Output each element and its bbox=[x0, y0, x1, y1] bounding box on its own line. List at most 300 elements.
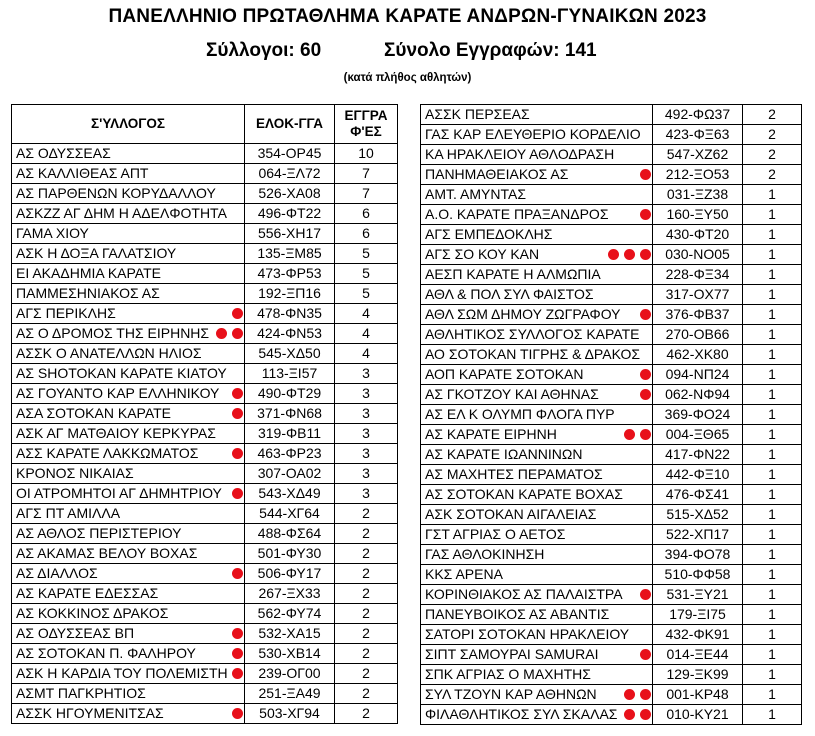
entry-count: 2 bbox=[335, 564, 398, 584]
club-code: 212-ΞΟ53 bbox=[653, 165, 743, 185]
club-name-text: ΑΣ ΟΔΥΣΣΕΑΣ ΒΠ bbox=[16, 625, 135, 641]
club-code: 532-ΧΑ15 bbox=[245, 624, 335, 644]
club-name bbox=[12, 444, 245, 464]
club-name-text: ΑΣ ΚΑΡΑΤΕ ΕΙΡΗΝΗ bbox=[425, 426, 557, 442]
marker-dots bbox=[640, 589, 651, 600]
club-name-text: ΚΡΟΝΟΣ ΝΙΚΑΙΑΣ bbox=[16, 465, 134, 481]
entries-total: Σύνολο Εγγραφών: 141 bbox=[384, 40, 597, 61]
club-name bbox=[12, 684, 245, 704]
red-dot-icon bbox=[232, 488, 243, 499]
club-code: 462-ΧΚ80 bbox=[653, 345, 743, 365]
red-dot-icon bbox=[624, 249, 635, 260]
entry-count: 2 bbox=[335, 544, 398, 564]
entry-count: 3 bbox=[335, 384, 398, 404]
club-name bbox=[12, 664, 245, 684]
club-name-text: ΣΑΤΟΡΙ ΣΟΤΟΚΑΝ ΗΡΑΚΛΕΙΟΥ bbox=[425, 626, 630, 642]
table-row bbox=[12, 424, 398, 444]
club-name bbox=[12, 224, 245, 244]
club-name-text: ΕΙ ΑΚΑΔΗΜΙΑ ΚΑΡΑΤΕ bbox=[16, 265, 161, 281]
club-name bbox=[12, 704, 245, 724]
red-dot-icon bbox=[608, 249, 619, 260]
table-row bbox=[421, 565, 802, 585]
club-code: 547-ΧΖ62 bbox=[653, 145, 743, 165]
club-name-text: ΑΣ ΠΑΡΘΕΝΩΝ ΚΟΡΥΔΑΛΛΟΥ bbox=[16, 185, 216, 201]
entry-count: 5 bbox=[335, 244, 398, 264]
club-name-text: ΑΣΣΚ Ο ΑΝΑΤΕΛΛΩΝ ΗΛΙΟΣ bbox=[16, 345, 202, 361]
club-code: 442-ΦΞ10 bbox=[653, 465, 743, 485]
club-name bbox=[421, 265, 653, 285]
entry-count: 10 bbox=[335, 144, 398, 164]
club-code: 496-ΦΤ22 bbox=[245, 204, 335, 224]
club-name-text: ΑΓΣ ΠΤ ΑΜΙΛΛΑ bbox=[16, 505, 121, 521]
red-dot-icon bbox=[232, 628, 243, 639]
entry-count: 1 bbox=[743, 445, 802, 465]
entry-count: 2 bbox=[335, 684, 398, 704]
marker-dots bbox=[624, 709, 651, 720]
club-code: 473-ΦΡ53 bbox=[245, 264, 335, 284]
club-name-text: ΑΣ ΣΟΤΟΚΑΝ ΚΑΡΑΤΕ ΒΟΧΑΣ bbox=[425, 486, 623, 502]
club-name-text: ΑΣ ΚΑΡΑΤΕ ΙΩΑΝΝΙΝΩΝ bbox=[425, 446, 583, 462]
table-row bbox=[421, 145, 802, 165]
table-row bbox=[12, 264, 398, 284]
entry-count: 2 bbox=[335, 584, 398, 604]
entry-count: 1 bbox=[743, 225, 802, 245]
entry-count: 1 bbox=[743, 565, 802, 585]
club-name bbox=[421, 625, 653, 645]
entry-count: 2 bbox=[335, 624, 398, 644]
club-name-text: ΑΣ ΔΙΑΛΛΟΣ bbox=[16, 565, 98, 581]
table-row bbox=[421, 645, 802, 665]
club-name bbox=[12, 204, 245, 224]
club-name-text: ΑΣ ΜΑΧΗΤΕΣ ΠΕΡΑΜΑΤΟΣ bbox=[425, 466, 603, 482]
entry-count: 3 bbox=[335, 424, 398, 444]
club-code: 371-ΦΝ68 bbox=[245, 404, 335, 424]
club-name bbox=[421, 465, 653, 485]
entry-count: 1 bbox=[743, 385, 802, 405]
club-name bbox=[421, 545, 653, 565]
sort-note: (κατά πλήθος αθλητών) bbox=[343, 72, 472, 84]
club-name bbox=[12, 644, 245, 664]
club-code: 307-ΟΑ02 bbox=[245, 464, 335, 484]
club-code: 562-ΦΥ74 bbox=[245, 604, 335, 624]
club-code: 531-ΞΥ21 bbox=[653, 585, 743, 605]
club-name bbox=[12, 484, 245, 504]
club-code: 530-ΧΒ14 bbox=[245, 644, 335, 664]
red-dot-icon bbox=[640, 429, 651, 440]
club-name-text: ΑΣΚΖΖ ΑΓ ΔΗΜ Η ΑΔΕΛΦΟΤΗΤΑ bbox=[16, 205, 227, 221]
club-name bbox=[12, 284, 245, 304]
marker-dots bbox=[640, 209, 651, 220]
entry-count: 7 bbox=[335, 184, 398, 204]
club-name bbox=[421, 105, 653, 125]
club-name bbox=[12, 184, 245, 204]
club-code: 062-ΝΦ94 bbox=[653, 385, 743, 405]
club-code: 478-ΦΝ35 bbox=[245, 304, 335, 324]
club-name bbox=[12, 584, 245, 604]
club-name bbox=[12, 144, 245, 164]
club-code: 004-ΞΘ65 bbox=[653, 425, 743, 445]
entry-count: 2 bbox=[743, 145, 802, 165]
marker-dots bbox=[232, 408, 243, 419]
club-code: 488-ΦΣ64 bbox=[245, 524, 335, 544]
table-row bbox=[12, 284, 398, 304]
red-dot-icon bbox=[624, 689, 635, 700]
col-header-club: Σ'ΥΛΛΟΓΟΣ bbox=[12, 105, 245, 144]
club-code: 113-ΞΙ57 bbox=[245, 364, 335, 384]
club-name-text: ΑΓΣ ΕΜΠΕΔΟΚΛΗΣ bbox=[425, 226, 553, 242]
club-code: 239-ΟΓ00 bbox=[245, 664, 335, 684]
club-code: 354-ΟΡ45 bbox=[245, 144, 335, 164]
red-dot-icon bbox=[232, 408, 243, 419]
club-name bbox=[12, 304, 245, 324]
club-name-text: ΑΣ ΚΟΚΚΙΝΟΣ ΔΡΑΚΟΣ bbox=[16, 605, 169, 621]
table-row bbox=[12, 524, 398, 544]
club-name-text: ΑΟ ΣΟΤΟΚΑΝ ΤΙΓΡΗΣ & ΔΡΑΚΟΣ bbox=[425, 346, 641, 362]
club-name bbox=[421, 665, 653, 685]
table-row bbox=[421, 545, 802, 565]
entry-count: 4 bbox=[335, 324, 398, 344]
table-row bbox=[12, 304, 398, 324]
club-name bbox=[421, 705, 653, 725]
entry-count: 3 bbox=[335, 364, 398, 384]
red-dot-icon bbox=[640, 209, 651, 220]
entry-count: 5 bbox=[335, 284, 398, 304]
entry-count: 2 bbox=[335, 664, 398, 684]
table-row bbox=[421, 345, 802, 365]
marker-dots bbox=[216, 328, 243, 339]
club-name bbox=[12, 624, 245, 644]
table-row bbox=[12, 384, 398, 404]
table-row bbox=[12, 344, 398, 364]
club-name-text: ΑΟΠ ΚΑΡΑΤΕ ΣΟΤΟΚΑΝ bbox=[425, 366, 584, 382]
table-row bbox=[12, 244, 398, 264]
table-row bbox=[12, 604, 398, 624]
entry-count: 6 bbox=[335, 204, 398, 224]
club-name bbox=[421, 225, 653, 245]
table-row bbox=[421, 605, 802, 625]
entry-count: 2 bbox=[743, 125, 802, 145]
club-name-text: ΑΣ ΣΟΤΟΚΑΝ Π. ΦΑΛΗΡΟΥ bbox=[16, 645, 196, 661]
club-name bbox=[12, 264, 245, 284]
club-name-text: ΑΜΤ. ΑΜΥΝΤΑΣ bbox=[425, 186, 526, 202]
entry-count: 3 bbox=[335, 444, 398, 464]
table-row bbox=[421, 585, 802, 605]
red-dot-icon bbox=[232, 568, 243, 579]
entry-count: 2 bbox=[335, 604, 398, 624]
marker-dots bbox=[232, 488, 243, 499]
club-code: 317-ΟΧ77 bbox=[653, 285, 743, 305]
table-row bbox=[12, 444, 398, 464]
table-row bbox=[421, 705, 802, 725]
club-code: 543-ΧΔ49 bbox=[245, 484, 335, 504]
club-name bbox=[421, 325, 653, 345]
club-name-text: Α.Ο. ΚΑΡΑΤΕ ΠΡΑΞΑΝΔΡΟΣ bbox=[425, 206, 609, 222]
club-name bbox=[421, 445, 653, 465]
entry-count: 2 bbox=[335, 524, 398, 544]
table-row bbox=[12, 644, 398, 664]
marker-dots bbox=[232, 448, 243, 459]
club-name bbox=[421, 285, 653, 305]
club-code: 160-ΞΥ50 bbox=[653, 205, 743, 225]
club-code: 251-ΞΑ49 bbox=[245, 684, 335, 704]
entry-count: 1 bbox=[743, 605, 802, 625]
entry-count: 1 bbox=[743, 305, 802, 325]
red-dot-icon bbox=[624, 709, 635, 720]
red-dot-icon bbox=[232, 668, 243, 679]
entry-count: 1 bbox=[743, 545, 802, 565]
club-name-text: ΑΣ ΓΚΟΤΖΟΥ ΚΑΙ ΑΘΗΝΑΣ bbox=[425, 386, 599, 402]
entry-count: 1 bbox=[743, 205, 802, 225]
table-row bbox=[12, 224, 398, 244]
club-code: 014-ΞΕ44 bbox=[653, 645, 743, 665]
club-name bbox=[12, 524, 245, 544]
club-name bbox=[421, 645, 653, 665]
marker-dots bbox=[640, 649, 651, 660]
marker-dots bbox=[232, 648, 243, 659]
club-name-text: ΓΑΣ ΚΑΡ ΕΛΕΥΘΕΡΙΟ ΚΟΡΔΕΛΙΟ bbox=[425, 126, 641, 142]
club-name bbox=[421, 425, 653, 445]
red-dot-icon bbox=[640, 649, 651, 660]
entry-count: 1 bbox=[743, 245, 802, 265]
club-code: 267-ΞΧ33 bbox=[245, 584, 335, 604]
left-table-body bbox=[12, 144, 398, 724]
club-name-text: ΑΣ ΑΘΛΟΣ ΠΕΡΙΣΤΕΡΙΟΥ bbox=[16, 525, 182, 541]
table-row bbox=[12, 704, 398, 724]
table-row bbox=[421, 125, 802, 145]
red-dot-icon bbox=[640, 589, 651, 600]
col-header-code: ΕΛΟΚ-ΓΓΑ bbox=[245, 105, 335, 144]
marker-dots bbox=[640, 389, 651, 400]
red-dot-icon bbox=[216, 328, 227, 339]
table-row bbox=[12, 504, 398, 524]
club-code: 192-ΞΠ16 bbox=[245, 284, 335, 304]
entry-count: 1 bbox=[743, 465, 802, 485]
club-name bbox=[421, 585, 653, 605]
table-row bbox=[421, 525, 802, 545]
club-name bbox=[12, 424, 245, 444]
club-name-text: ΑΣ ΚΑΡΑΤΕ ΕΔΕΣΣΑΣ bbox=[16, 585, 159, 601]
club-name bbox=[12, 464, 245, 484]
red-dot-icon bbox=[640, 249, 651, 260]
club-name-text: ΓΑΣ ΑΘΛΟΚΙΝΗΣΗ bbox=[425, 546, 545, 562]
club-name-text: ΑΣ ΚΑΛΛΙΘΕΑΣ ΑΠΤ bbox=[16, 165, 149, 181]
entry-count: 4 bbox=[335, 344, 398, 364]
table-row bbox=[12, 624, 398, 644]
red-dot-icon bbox=[624, 429, 635, 440]
club-name bbox=[421, 165, 653, 185]
entry-count: 1 bbox=[743, 505, 802, 525]
club-name-text: ΑΣΣΚ ΠΕΡΣΕΑΣ bbox=[425, 106, 530, 122]
club-name bbox=[421, 205, 653, 225]
entry-count: 1 bbox=[743, 265, 802, 285]
marker-dots bbox=[232, 568, 243, 579]
club-name-text: ΣΠΚ ΑΓΡΙΑΣ Ο ΜΑΧΗΤΗΣ bbox=[425, 666, 591, 682]
club-name bbox=[12, 544, 245, 564]
entry-count: 5 bbox=[335, 264, 398, 284]
table-row bbox=[421, 385, 802, 405]
club-name-text: ΑΣΣ ΚΑΡΑΤΕ ΛΑΚΚΩΜΑΤΟΣ bbox=[16, 445, 199, 461]
entry-count: 1 bbox=[743, 285, 802, 305]
table-row bbox=[421, 625, 802, 645]
red-dot-icon bbox=[640, 169, 651, 180]
club-name bbox=[421, 365, 653, 385]
table-row bbox=[12, 584, 398, 604]
entry-count: 2 bbox=[743, 165, 802, 185]
club-name bbox=[12, 404, 245, 424]
club-name-text: ΓΣΤ ΑΓΡΙΑΣ Ο ΑΕΤΟΣ bbox=[425, 526, 566, 542]
club-code: 556-ΧΗ17 bbox=[245, 224, 335, 244]
table-row bbox=[421, 685, 802, 705]
club-name-text: ΑΣ ΑΚΑΜΑΣ ΒΕΛΟΥ ΒΟΧΑΣ bbox=[16, 545, 198, 561]
club-name-text: ΑΕΣΠ ΚΑΡΑΤΕ Η ΑΛΜΩΠΙΑ bbox=[425, 266, 601, 282]
entry-count: 1 bbox=[743, 665, 802, 685]
entry-count: 1 bbox=[743, 365, 802, 385]
table-row bbox=[421, 265, 802, 285]
entry-count: 2 bbox=[335, 504, 398, 524]
club-name-text: ΠΑΜΜΕΣΗΝΙΑΚΟΣ ΑΣ bbox=[16, 285, 160, 301]
table-row bbox=[421, 465, 802, 485]
table-row bbox=[12, 184, 398, 204]
marker-dots bbox=[232, 668, 243, 679]
entry-count: 1 bbox=[743, 425, 802, 445]
table-row bbox=[421, 225, 802, 245]
left-table bbox=[11, 104, 398, 724]
red-dot-icon bbox=[640, 709, 651, 720]
club-code: 001-ΚΡ48 bbox=[653, 685, 743, 705]
table-row bbox=[12, 544, 398, 564]
table-row bbox=[421, 245, 802, 265]
marker-dots bbox=[624, 689, 651, 700]
red-dot-icon bbox=[232, 648, 243, 659]
club-code: 417-ΦΝ22 bbox=[653, 445, 743, 465]
club-code: 423-ΦΞ63 bbox=[653, 125, 743, 145]
club-code: 030-ΝΟ05 bbox=[653, 245, 743, 265]
entry-count: 6 bbox=[335, 224, 398, 244]
club-name-text: ΑΘΛ ΣΩΜ ΔΗΜΟΥ ΖΩΓΡΑΦΟΥ bbox=[425, 306, 621, 322]
table-row bbox=[12, 564, 398, 584]
table-row bbox=[12, 324, 398, 344]
club-name-text: ΑΘΛΗΤΙΚΟΣ ΣΥΛΛΟΓΟΣ ΚΑΡΑΤΕ bbox=[425, 326, 640, 342]
club-code: 545-ΧΔ50 bbox=[245, 344, 335, 364]
entry-count: 1 bbox=[743, 625, 802, 645]
red-dot-icon bbox=[232, 328, 243, 339]
club-name-text: ΚΟΡΙΝΘΙΑΚΟΣ ΑΣ ΠΑΛΑΙΣΤΡΑ bbox=[425, 586, 623, 602]
club-code: 522-ΧΠ17 bbox=[653, 525, 743, 545]
club-name-text: ΑΣ Ο ΔΡΟΜΟΣ ΤΗΣ ΕΙΡΗΝΗΣ bbox=[16, 325, 210, 341]
entry-count: 2 bbox=[743, 105, 802, 125]
club-name-text: ΑΣΑ ΣΟΤΟΚΑΝ ΚΑΡΑΤΕ bbox=[16, 405, 172, 421]
table-row bbox=[12, 144, 398, 164]
club-name-text: ΑΣΚ ΣΟΤΟΚΑΝ ΑΙΓΑΛΕΙΑΣ bbox=[425, 506, 597, 522]
table-row bbox=[421, 425, 802, 445]
club-name bbox=[12, 604, 245, 624]
club-code: 476-ΦΣ41 bbox=[653, 485, 743, 505]
table-row bbox=[12, 404, 398, 424]
table-row bbox=[12, 364, 398, 384]
club-code: 506-ΦΥ17 bbox=[245, 564, 335, 584]
club-name-text: ΦΙΛΑΘΛΗΤΙΚΟΣ ΣΥΛ ΣΚΑΛΑΣ bbox=[425, 706, 618, 722]
marker-dots bbox=[232, 388, 243, 399]
club-code: 394-ΦΟ78 bbox=[653, 545, 743, 565]
marker-dots bbox=[624, 429, 651, 440]
club-name-text: ΓΑΜΑ ΧΙΟΥ bbox=[16, 225, 89, 241]
club-name-text: ΑΣ ΟΔΥΣΣΕΑΣ bbox=[16, 145, 111, 161]
club-name bbox=[421, 605, 653, 625]
entry-count: 3 bbox=[335, 404, 398, 424]
club-code: 376-ΦΒ37 bbox=[653, 305, 743, 325]
club-name-text: ΑΣ ΕΛ Κ ΟΛΥΜΠ ΦΛΟΓΑ ΠΥΡ bbox=[425, 406, 615, 422]
table-row bbox=[421, 485, 802, 505]
club-name-text: ΚΚΣ ΑΡΕΝΑ bbox=[425, 566, 503, 582]
club-name bbox=[421, 345, 653, 365]
club-code: 544-ΧΓ64 bbox=[245, 504, 335, 524]
table-row bbox=[421, 405, 802, 425]
club-code: 463-ΦΡ23 bbox=[245, 444, 335, 464]
entry-count: 3 bbox=[335, 484, 398, 504]
club-code: 270-ΟΒ66 bbox=[653, 325, 743, 345]
club-name-text: ΑΣΚ Η ΔΟΞΑ ΓΑΛΑΤΣΙΟΥ bbox=[16, 245, 177, 261]
club-name bbox=[421, 565, 653, 585]
entry-count: 1 bbox=[743, 685, 802, 705]
club-name bbox=[421, 125, 653, 145]
club-name-text: ΑΘΛ & ΠΟΛ ΣΥΛ ΦΑΙΣΤΟΣ bbox=[425, 286, 594, 302]
entry-count: 1 bbox=[743, 485, 802, 505]
club-code: 515-ΧΔ52 bbox=[653, 505, 743, 525]
club-code: 129-ΞΚ99 bbox=[653, 665, 743, 685]
entry-count: 1 bbox=[743, 185, 802, 205]
marker-dots bbox=[232, 308, 243, 319]
table-row bbox=[421, 505, 802, 525]
club-name bbox=[421, 245, 653, 265]
table-row bbox=[421, 445, 802, 465]
red-dot-icon bbox=[232, 448, 243, 459]
marker-dots bbox=[232, 708, 243, 719]
club-code: 369-ΦΟ24 bbox=[653, 405, 743, 425]
entry-count: 1 bbox=[743, 345, 802, 365]
club-code: 492-ΦΩ37 bbox=[653, 105, 743, 125]
table-row bbox=[12, 664, 398, 684]
club-name bbox=[421, 485, 653, 505]
table-row bbox=[421, 205, 802, 225]
entry-count: 1 bbox=[743, 405, 802, 425]
table-row bbox=[421, 325, 802, 345]
club-code: 064-ΞΛ72 bbox=[245, 164, 335, 184]
club-code: 526-ΧΑ08 bbox=[245, 184, 335, 204]
table-row bbox=[421, 365, 802, 385]
club-name-text: ΣΙΠΤ ΣΑΜΟΥΡΑΙ SAMURAI bbox=[425, 646, 599, 662]
club-name-text: ΠΑΝΗΜΑΘΕΙΑΚΟΣ ΑΣ bbox=[425, 166, 569, 182]
club-name-text: ΑΣΜΤ ΠΑΓΚΡΗΤΙΟΣ bbox=[16, 685, 146, 701]
club-name bbox=[12, 244, 245, 264]
marker-dots bbox=[640, 309, 651, 320]
club-name-text: ΑΣ ΓΟΥΑΝΤΟ ΚΑΡ ΕΛΛΗΝΙΚΟΥ bbox=[16, 385, 220, 401]
marker-dots bbox=[608, 249, 651, 260]
entry-count: 2 bbox=[335, 704, 398, 724]
club-name bbox=[12, 344, 245, 364]
club-name-text: ΑΣΣΚ ΗΓΟΥΜΕΝΙΤΣΑΣ bbox=[16, 705, 164, 721]
entry-count: 4 bbox=[335, 304, 398, 324]
club-code: 010-ΚΥ21 bbox=[653, 705, 743, 725]
entry-count: 1 bbox=[743, 645, 802, 665]
club-name bbox=[12, 384, 245, 404]
club-name bbox=[421, 505, 653, 525]
table-row bbox=[421, 165, 802, 185]
marker-dots bbox=[640, 369, 651, 380]
club-name-text: ΑΓΣ ΣΟ ΚΟΥ ΚΑΝ bbox=[425, 246, 540, 262]
red-dot-icon bbox=[640, 389, 651, 400]
red-dot-icon bbox=[232, 708, 243, 719]
club-name bbox=[12, 164, 245, 184]
